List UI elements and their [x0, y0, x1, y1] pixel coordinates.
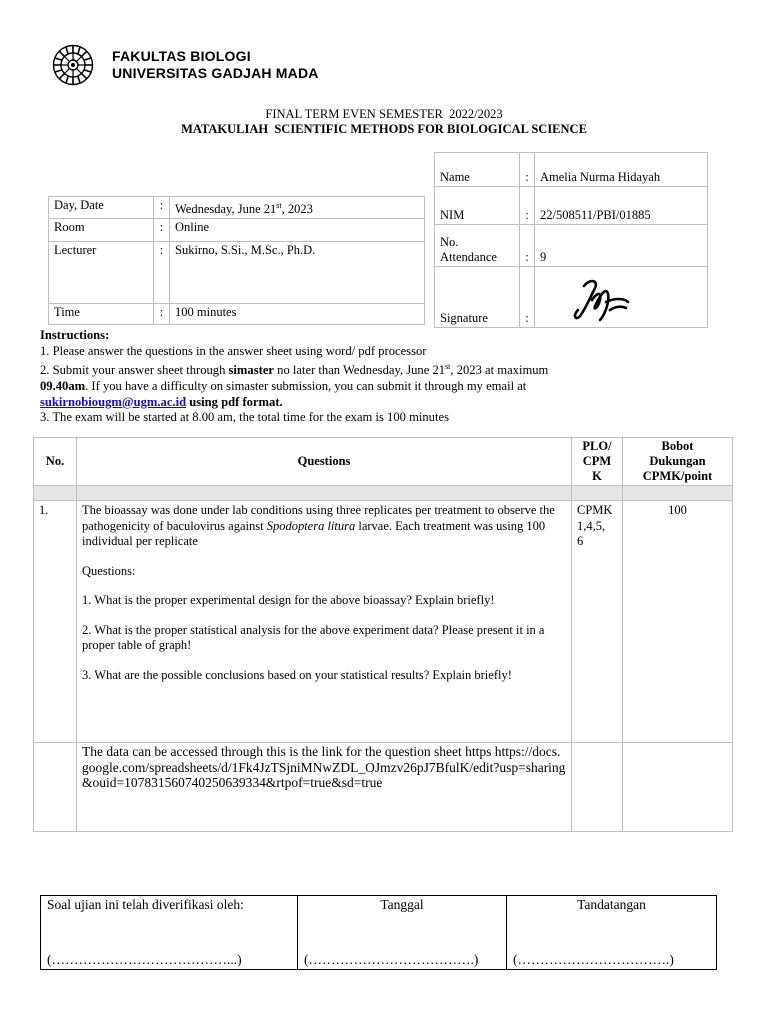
student-separator: :	[520, 267, 535, 328]
faculty-name: FAKULTAS BIOLOGI	[112, 48, 251, 64]
student-separator: :	[520, 153, 535, 187]
shaded-cell	[77, 486, 572, 501]
header-bobot: Bobot Dukungan CPMK/point	[623, 438, 733, 486]
question-plo: CPMK 1,4,5, 6	[572, 501, 623, 743]
info-value-lecturer: Sukirno, S.Si., M.Sc., Ph.D.	[170, 242, 425, 304]
instruction-item-2	[40, 359, 740, 410]
question-bobot: 100	[623, 501, 733, 743]
student-label: No. Attendance	[435, 225, 520, 267]
exam-title-line1: FINAL TERM EVEN SEMESTER 2022/2023	[265, 107, 503, 121]
info-row-lecturer	[49, 242, 425, 304]
empty-cell	[34, 743, 77, 832]
info-row-room	[49, 219, 425, 242]
student-attendance: 9	[535, 225, 708, 267]
questions-shaded-row	[34, 486, 733, 501]
info-row-day-date	[49, 197, 425, 219]
question-row-data-link	[34, 743, 733, 832]
date-blank: (……………………………….)	[304, 952, 479, 967]
instruction-text: no later than Wednesday, June 21	[274, 363, 446, 378]
question-intro-text: The bioassay was done under lab conditions using three replicates per treatment to observe the pathogenicity of baculovirus against	[82, 503, 555, 533]
student-row-attendance	[435, 225, 708, 267]
student-row-name	[435, 153, 708, 187]
email-link[interactable]: sukirnobiougm@ugm.ac.id	[40, 394, 187, 409]
question-content	[77, 501, 572, 743]
instruction-sup: st	[445, 362, 451, 372]
verified-by-label: Soal ujian ini telah diverifikasi oleh:	[47, 897, 244, 912]
question-intro-text: larvae. Each treatment was using 100 individual per replicate	[82, 518, 546, 548]
student-label: Signature	[435, 267, 520, 328]
date-label: Tanggal	[380, 897, 424, 912]
university-logo-icon	[52, 44, 94, 86]
info-value-room: Online	[170, 219, 425, 242]
signature-label: Tandatangan	[577, 897, 646, 912]
signature-cell	[507, 896, 717, 970]
university-name: UNIVERSITAS GADJAH MADA	[112, 65, 319, 81]
info-value-time: 100 minutes	[170, 304, 425, 325]
question-row-1	[34, 501, 733, 743]
header-plo: PLO/ CPM K	[572, 438, 623, 486]
question-number: 1.	[34, 501, 77, 743]
header-questions: Questions	[77, 438, 572, 486]
student-row-nim	[435, 187, 708, 225]
info-label: Room	[49, 219, 154, 242]
verification-row	[41, 896, 717, 970]
info-row-time	[49, 304, 425, 325]
student-nim: 22/508511/PBI/01885	[535, 187, 708, 225]
instruction-bold-simaster: simaster	[228, 363, 274, 378]
date-year: , 2023	[281, 202, 313, 217]
student-label: Name	[435, 153, 520, 187]
empty-cell	[623, 743, 733, 832]
species-name: Spodoptera litura	[266, 518, 356, 533]
questions-heading: Questions:	[82, 563, 136, 578]
question-intro	[82, 503, 566, 550]
info-separator: :	[154, 304, 170, 325]
info-separator: :	[154, 197, 170, 219]
question-item-3: 3. What are the possible conclusions based on your statistical results? Explain briefly!	[82, 667, 512, 682]
student-separator: :	[520, 225, 535, 267]
instruction-bold-format: using pdf format.	[186, 394, 283, 409]
info-label: Time	[49, 304, 154, 325]
shaded-cell	[623, 486, 733, 501]
info-label: Day, Date	[49, 197, 154, 219]
verified-by-cell	[41, 896, 298, 970]
shaded-cell	[34, 486, 77, 501]
date-cell	[298, 896, 507, 970]
student-separator: :	[520, 187, 535, 225]
questions-table	[33, 437, 733, 832]
signature-blank: (…………………………….)	[513, 952, 674, 967]
empty-cell	[572, 743, 623, 832]
student-name: Amelia Nurma Hidayah	[535, 153, 708, 187]
exam-title	[0, 107, 768, 137]
faculty-header	[112, 48, 319, 82]
exam-info-table	[48, 196, 425, 325]
question-item-2: 2. What is the proper statistical analysis for the above experiment data? Please present it in a proper table of graph!	[82, 622, 545, 652]
header-no: No.	[34, 438, 77, 486]
date-main: Wednesday, June 21	[175, 202, 277, 217]
info-label: Lecturer	[49, 242, 154, 304]
instruction-item-1: 1. Please answer the questions in the answer sheet using word/ pdf processor	[40, 343, 427, 358]
info-separator: :	[154, 242, 170, 304]
instructions-heading: Instructions:	[40, 328, 110, 342]
instruction-bold-time: 09.40am	[40, 378, 86, 393]
verification-table	[40, 895, 717, 970]
instruction-text: , 2023 at maximum	[450, 363, 549, 378]
student-label: NIM	[435, 187, 520, 225]
info-separator: :	[154, 219, 170, 242]
handwritten-signature-icon	[570, 276, 632, 324]
question-item-1: 1. What is the proper experimental design for the above bioassay? Explain briefly!	[82, 593, 495, 607]
instructions	[40, 328, 740, 426]
info-value-date	[170, 197, 425, 219]
verified-by-blank: (…………………………………...)	[47, 952, 242, 967]
instruction-text: 2. Submit your answer sheet through	[40, 363, 229, 378]
exam-title-line2: MATAKULIAH SCIENTIFIC METHODS FOR BIOLOGICAL SCIENCE	[181, 122, 587, 136]
shaded-cell	[572, 486, 623, 501]
instruction-text: . If you have a difficulty on simaster submission, you can submit it through my email at	[85, 378, 527, 393]
instruction-item-3: 3. The exam will be started at 8.00 am, the total time for the exam is 100 minutes	[40, 410, 449, 425]
questions-header-row	[34, 438, 733, 486]
data-link-text[interactable]: The data can be accessed through this is the link for the question sheet https https://docs.google.com/spreadsheets/d/1Fk4JzTSjniMNwZDL_OJmzv26pJ7BfulK/edit?usp=sharing&ouid=107831560740250639334&rtpof=true&sd=true	[77, 743, 572, 832]
date-sup: st	[276, 201, 282, 210]
